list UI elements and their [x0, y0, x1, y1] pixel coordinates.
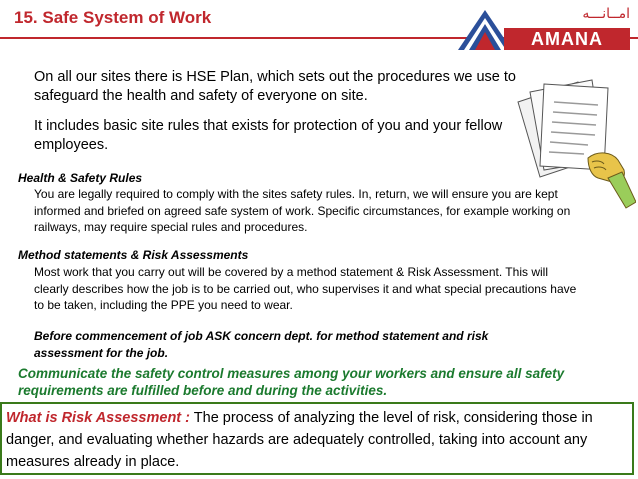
- amana-logo: [456, 6, 632, 52]
- risk-assessment-box: [0, 402, 634, 475]
- intro-paragraph-1: On all our sites there is HSE Plan, which sets out the procedures we use to safeguard the health and safety of everyone on site.: [34, 69, 516, 104]
- risk-assessment-text: The process of analyzing the level of risk, considering those in danger, and evaluating whether hazards are adequately controlled, taking into account any measures already in place.: [6, 410, 593, 470]
- method-statements-heading: Method statements & Risk Assessments: [18, 248, 249, 262]
- method-statements-body: Most work that you carry out will be covered by a method statement & Risk Assessment. This will clearly describes how the job is to be carried out, who supervises it and what special precautions have to be taken, including the PPE you need to wear.: [34, 265, 577, 312]
- risk-assessment-title: What is Risk Assessment :: [6, 410, 190, 426]
- method-statements-note: Before commencement of job ASK concern dept. for method statement and risk assessment for the job.: [34, 329, 489, 360]
- communicate-callout: Communicate the safety control measures among your workers and ensure all safety requirements are fulfilled before and during the activities.: [18, 366, 565, 398]
- intro-paragraph-2: It includes basic site rules that exists for protection of you and your fellow employees.: [34, 118, 503, 153]
- logo-arabic-text: امــانـــه: [582, 6, 630, 22]
- health-safety-heading: Health & Safety Rules: [18, 171, 143, 185]
- health-safety-body: You are legally required to comply with the sites safety rules. In, return, we will ensure you are kept informed and briefed on agreed safe system of work. Specific circumstances, for example working on railways, may require special rules and procedures.: [34, 187, 571, 234]
- logo-wordmark: AMANA: [504, 28, 630, 50]
- page-title: 15. Safe System of Work: [14, 8, 212, 27]
